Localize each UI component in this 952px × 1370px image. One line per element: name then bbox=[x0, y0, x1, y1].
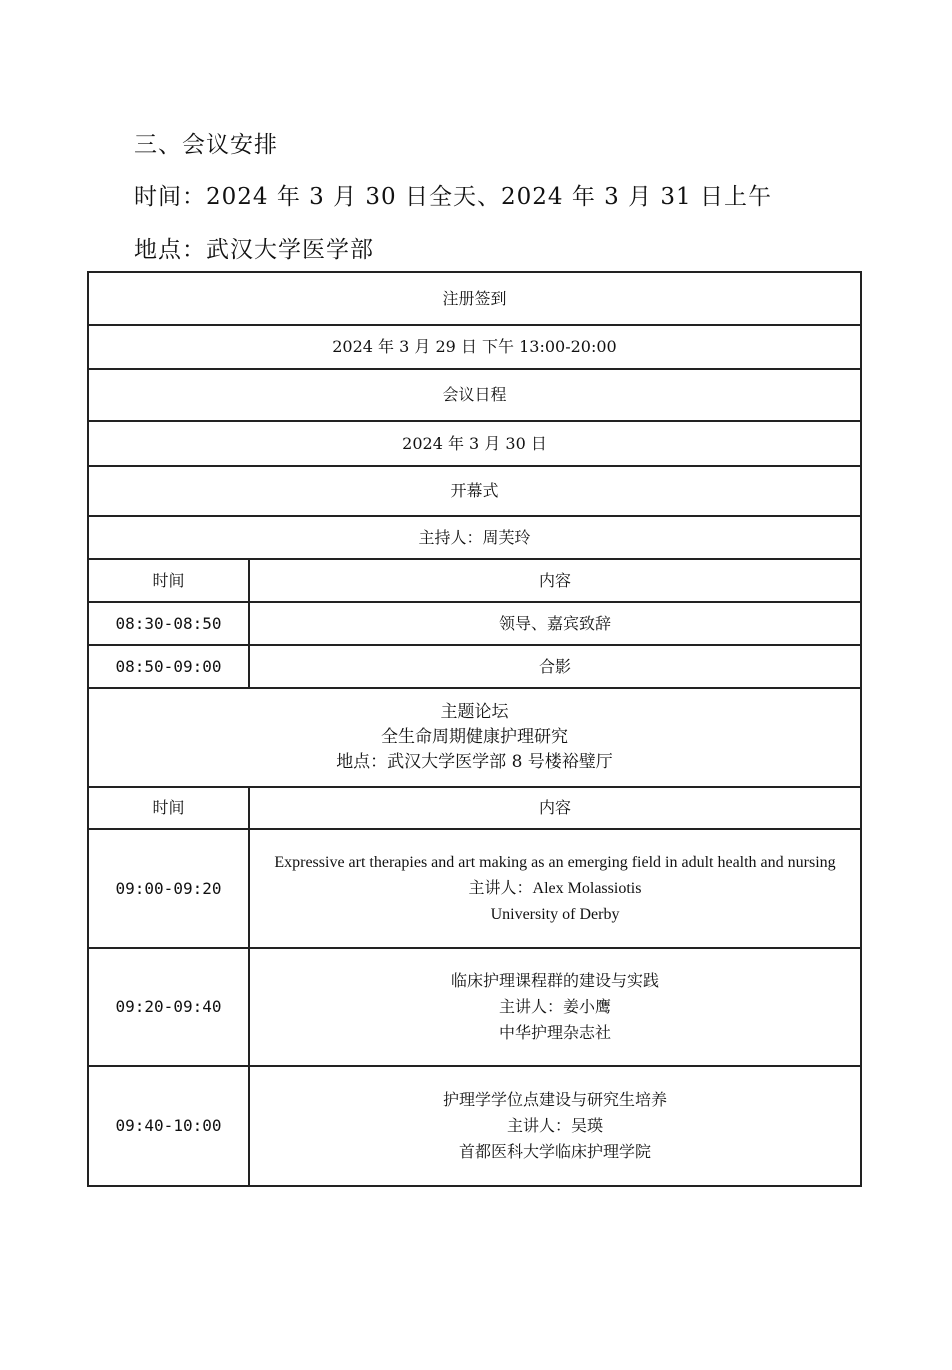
table-row bbox=[88, 602, 861, 645]
talk-speaker: 主讲人：Alex Molassiotis bbox=[468, 879, 642, 897]
table-row bbox=[88, 948, 861, 1066]
opening-host: 主持人：周芙玲 bbox=[88, 516, 861, 559]
table-row bbox=[88, 1066, 861, 1186]
talk-affiliation: 首都医科大学临床护理学院 bbox=[459, 1142, 652, 1161]
agenda-date: 2024 年 3 月 30 日 bbox=[88, 421, 861, 466]
talk-content bbox=[249, 1066, 861, 1186]
meeting-place-line: 地点：武汉大学医学部 bbox=[134, 237, 374, 263]
talk-content bbox=[249, 829, 861, 948]
table-row bbox=[88, 645, 861, 688]
forum-location: 地点：武汉大学医学部 8 号楼裕璧厅 bbox=[336, 752, 613, 772]
schedule-table bbox=[87, 271, 862, 1187]
agenda-title: 会议日程 bbox=[88, 369, 861, 421]
talk-affiliation: 中华护理杂志社 bbox=[499, 1023, 612, 1042]
column-header-time: 时间 bbox=[88, 787, 249, 829]
row-content: 领导、嘉宾致辞 bbox=[249, 602, 861, 645]
registration-time: 2024 年 3 月 29 日 下午 13:00-20:00 bbox=[88, 325, 861, 369]
column-header-content: 内容 bbox=[249, 559, 861, 602]
forum-header bbox=[88, 688, 861, 787]
talk-time: 09:00-09:20 bbox=[88, 829, 249, 948]
talk-speaker: 主讲人：吴瑛 bbox=[507, 1116, 604, 1135]
row-content: 合影 bbox=[249, 645, 861, 688]
talk-speaker: 主讲人：姜小鹰 bbox=[499, 997, 612, 1016]
column-header-content: 内容 bbox=[249, 787, 861, 829]
talk-time: 09:40-10:00 bbox=[88, 1066, 249, 1186]
section-heading: 三、会议安排 bbox=[134, 132, 278, 158]
row-time: 08:30-08:50 bbox=[88, 602, 249, 645]
forum-title: 主题论坛 bbox=[440, 702, 509, 722]
talk-time: 09:20-09:40 bbox=[88, 948, 249, 1066]
table-row bbox=[88, 829, 861, 948]
talk-content bbox=[249, 948, 861, 1066]
talk-title: 临床护理课程群的建设与实践 bbox=[451, 971, 660, 990]
row-time: 08:50-09:00 bbox=[88, 645, 249, 688]
registration-title: 注册签到 bbox=[88, 272, 861, 325]
talk-affiliation: University of Derby bbox=[490, 905, 620, 923]
column-header-time: 时间 bbox=[88, 559, 249, 602]
talk-title: Expressive art therapies and art making as an emerging field in adult health and nursing bbox=[274, 853, 836, 871]
opening-title: 开幕式 bbox=[88, 466, 861, 516]
forum-subtitle: 全生命周期健康护理研究 bbox=[381, 727, 568, 747]
talk-title: 护理学学位点建设与研究生培养 bbox=[443, 1090, 668, 1109]
meeting-time-line: 时间：2024 年 3 月 30 日全天、2024 年 3 月 31 日上午 bbox=[134, 184, 772, 210]
